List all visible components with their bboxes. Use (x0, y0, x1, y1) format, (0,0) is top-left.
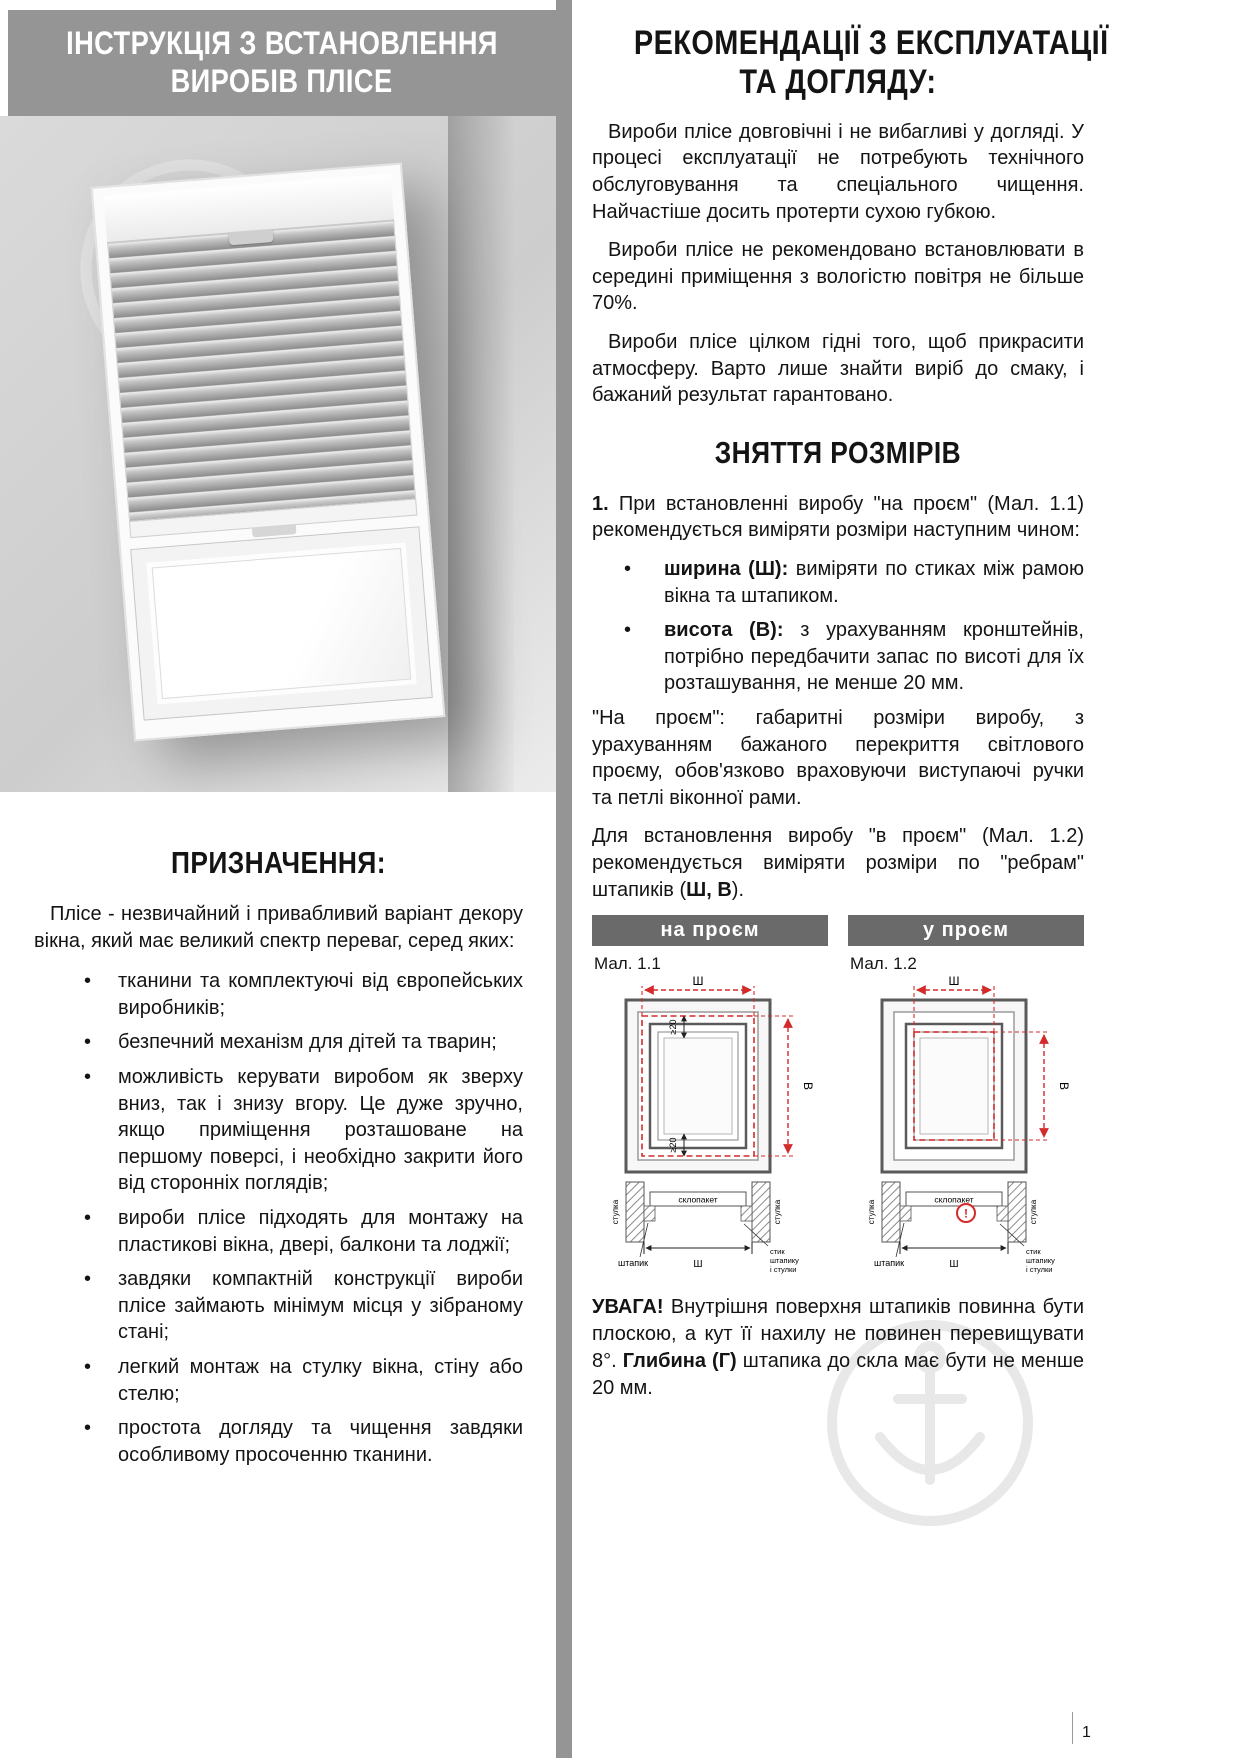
diagram-in-opening (848, 915, 1084, 1276)
width-label: Ш (692, 974, 704, 989)
list-item: • безпечний механізм для дітей та тварин; (34, 1029, 523, 1056)
measuring-diagrams (592, 915, 1084, 1276)
list-item: • ширина (Ш): виміряти по стиках між рамою вікна та штапиком. (592, 556, 1084, 609)
doc-title-line2: ВИРОБІВ ПЛІСЕ (171, 63, 393, 99)
warning-exclamation-icon: ! (964, 1206, 968, 1221)
list-item: • завдяки компактній конструкції вироби плісе займають мінімум місця у зібраному стані; (34, 1266, 523, 1346)
diagram-header: у проєм (848, 915, 1084, 946)
joint-label: стик (770, 1247, 785, 1257)
glass-unit-label: склопакет (678, 1194, 718, 1205)
measuring-list (592, 556, 1084, 697)
list-item: • тканини та комплектуючі від європейських виробників; (34, 968, 523, 1021)
bead-label: штапик (618, 1258, 649, 1269)
pleated-fabric (107, 221, 416, 521)
joint-label: і стулки (1026, 1265, 1053, 1275)
window-measure-diagram (848, 974, 1084, 1276)
purpose-title: ПРИЗНАЧЕННЯ: (171, 845, 386, 880)
page-number-value: 1 (1082, 1724, 1091, 1741)
height-label: В (1057, 1082, 1071, 1091)
list-item: • простота догляду та чищення завдяки особливому просоченню тканини. (34, 1415, 523, 1468)
joint-label: штапику (770, 1256, 799, 1266)
gap-label: ≥20 (668, 1019, 678, 1035)
window-measure-diagram (592, 974, 828, 1276)
glass-unit-label: склопакет (934, 1194, 974, 1205)
window-with-pleated-blind (91, 163, 446, 742)
joint-label: стик (1026, 1247, 1041, 1257)
width-label: Ш (693, 1259, 703, 1271)
care-paragraph-2: Вироби плісе не рекомендовано встановлювати в середині приміщення з вологістю повітря не більше 70%. (592, 239, 1084, 315)
sash-label: стулка (1029, 1199, 1038, 1225)
purpose-intro: Плісе - незвичайний і привабливий варіант декору вікна, який має великий спектр переваг, серед яких: (34, 903, 523, 952)
width-label: Ш (948, 974, 960, 989)
right-column (592, 24, 1109, 1422)
sash-label: стулка (611, 1199, 620, 1225)
product-photo (0, 116, 556, 792)
column-divider (556, 0, 572, 1758)
care-paragraph-3: Вироби плісе цілком гідні того, щоб прикрасити атмосферу. Варто лише знайти виріб до смаку, і бажаний результат гарантовано. (592, 331, 1084, 407)
measuring-step: 1. При встановленні виробу "на проєм" (Мал. 1.1) рекомендується виміряти розміри наступним чином: (592, 492, 1084, 542)
care-paragraph-1: Вироби плісе довговічні і не вибагливі у догляді. У процесі експлуатації не потребують технічного обслуговування та спеціального чищення. Найчастіше досить протерти сухою губкою. (592, 120, 1084, 223)
care-title: РЕКОМЕНДАЦІЇ З ЕКСПЛУАТАЦІЇ ТА ДОГЛЯДУ: (633, 24, 1109, 102)
page-number-divider (1072, 1712, 1073, 1744)
diagram-on-opening (592, 915, 828, 1276)
blind-bottom-handle (252, 524, 297, 537)
sash-label: стулка (773, 1199, 782, 1225)
measuring-title: ЗНЯТТЯ РОЗМІРІВ (714, 434, 962, 470)
doc-title-line1: ІНСТРУКЦІЯ З ВСТАНОВЛЕННЯ (66, 25, 498, 62)
diagram-caption: Мал. 1.1 (594, 954, 661, 974)
gap-label: ≥20 (668, 1137, 678, 1153)
page-number (1072, 1712, 1091, 1744)
list-item: • можливість керувати виробом як зверху вниз, так і знизу вгору. Це дуже зручно, якщо приміщення розташоване на першому поверсі, і необхідно закрити його від сторонніх поглядів; (34, 1064, 523, 1197)
diagram-header: на проєм (592, 915, 828, 946)
measuring-paragraph-2: "На проєм": габаритні розміри виробу, з урахуванням бажаного перекриття світлового проєму, обов'язково враховуючи виступаючі ручки та петлі віконної рами. (592, 706, 1084, 809)
attention-paragraph: УВАГА! Внутрішня поверхня штапиків повинна бути плоскою, а кут її нахилу не повинен перевищувати 8°. Глибина (Г) штапика до скла має бути не менше 20 мм. (592, 1296, 1084, 1400)
joint-label: штапику (1026, 1256, 1055, 1266)
height-label: В (801, 1082, 815, 1091)
list-item: • легкий монтаж на стулку вікна, стіну або стелю; (34, 1354, 523, 1407)
doc-title-banner (8, 10, 556, 116)
list-item: • вироби плісе підходять для монтажу на пластикові вікна, двері, балкони та лоджії; (34, 1205, 523, 1258)
bead-label: штапик (874, 1258, 905, 1269)
sash-label: стулка (867, 1199, 876, 1225)
wall-shadow (448, 116, 514, 792)
list-item: • висота (В): з урахуванням кронштейнів, потрібно передбачити запас по висоті для їх розташування, не менше 20 мм. (592, 617, 1084, 697)
measuring-paragraph-3: Для встановлення виробу "в проєм" (Мал. 1.2) рекомендується виміряти розміри по "ребрам" штапиків (Ш, В). (592, 825, 1084, 901)
window-glass (131, 527, 431, 719)
width-label: Ш (949, 1259, 959, 1271)
diagram-caption: Мал. 1.2 (850, 954, 917, 974)
purpose-list (34, 968, 523, 1468)
joint-label: і стулки (770, 1265, 797, 1275)
purpose-section (34, 845, 523, 1476)
